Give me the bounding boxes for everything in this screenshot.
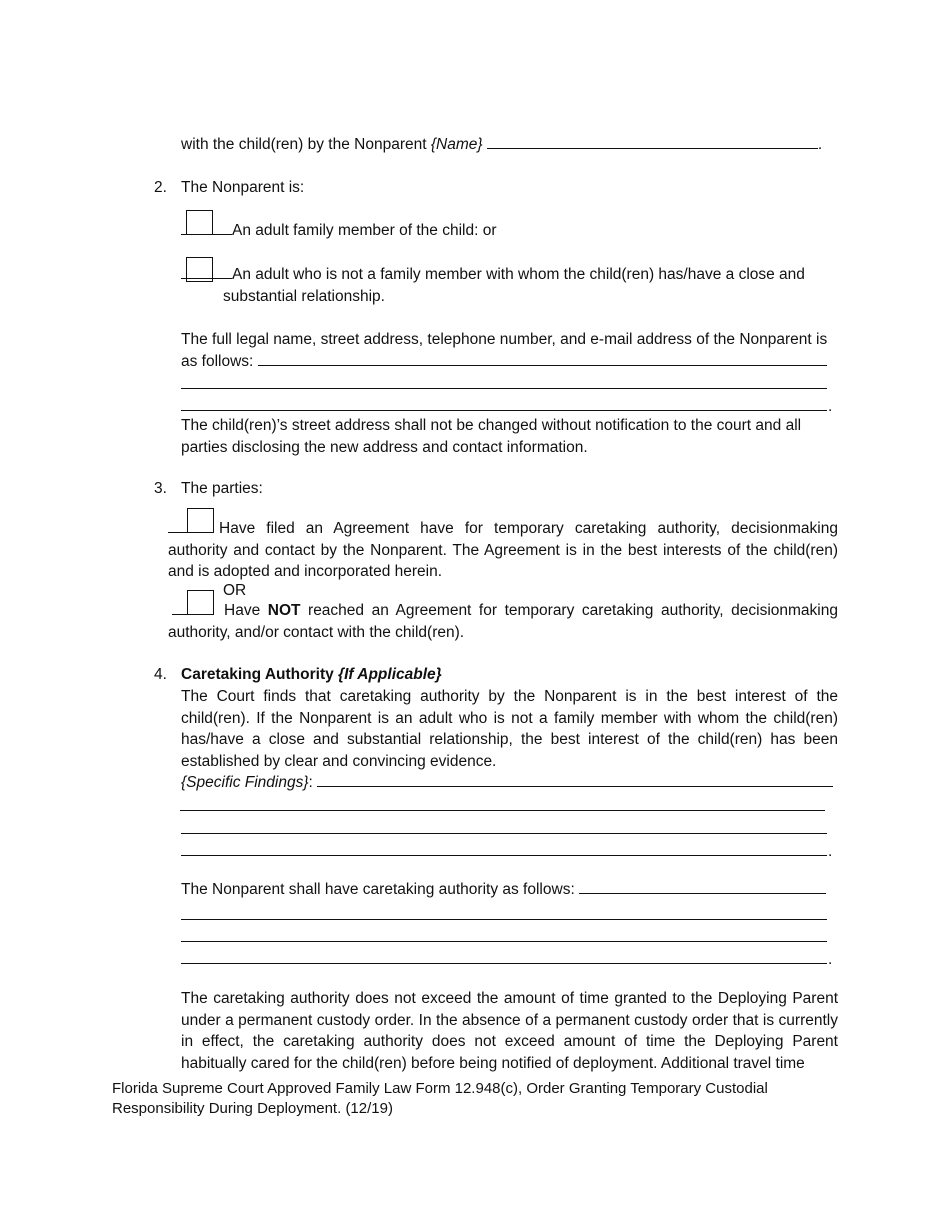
- specific-findings-label: {Specific Findings}: [181, 774, 309, 791]
- specific-findings-blank-2[interactable]: [180, 810, 825, 811]
- legal-name-blank-3[interactable]: [181, 410, 827, 411]
- option-underline: [181, 264, 232, 286]
- section-3-number: 3.: [154, 480, 167, 497]
- nonparent-name-line: [181, 134, 822, 156]
- specific-findings-blank-4[interactable]: [181, 855, 827, 856]
- or-label: OR: [223, 582, 247, 599]
- specific-findings-blank-3[interactable]: [181, 833, 827, 834]
- legal-name-instruction: The full legal name, street address, telephone number, and e-mail address of the Nonparent is: [181, 331, 828, 348]
- adult-family-member-label: An adult family member of the child: or: [232, 222, 497, 239]
- adult-non-family-label-line2: substantial relationship.: [223, 288, 385, 305]
- nonparent-name-blank[interactable]: [487, 134, 818, 149]
- caretaking-as-follows-line: [181, 879, 826, 901]
- caretaking-blank-4[interactable]: [181, 963, 827, 964]
- caretaking-blank[interactable]: [579, 879, 826, 894]
- section-2-number: 2.: [154, 179, 167, 196]
- caretaking-blank-2[interactable]: [181, 919, 827, 920]
- period: .: [828, 398, 833, 415]
- legal-name-blank-2[interactable]: [181, 388, 827, 389]
- findings-text: The Court finds that caretaking authority by the Nonparent is in the best interest of the child(ren). If the Nonparent is an adult who is not a family member with whom the child(ren) has/have a close and substantial relationship, the best interest of the child(ren) has been established by clear and convincing evidence.: [181, 688, 838, 770]
- agreement-filed-label: Have filed an Agreement have for temporary caretaking authority, decisionmaking authority and contact by the Nonparent. The Agreement is in the best interests of the child(ren) and is adopted and incorporated herein.: [168, 520, 838, 580]
- adult-non-family-label-line1: An adult who is not a family member with whom the child(ren) has/have a close and: [232, 266, 805, 283]
- period: .: [828, 951, 833, 968]
- specific-findings-blank[interactable]: [317, 772, 833, 787]
- section-3-heading: The parties:: [181, 480, 263, 497]
- section-4-heading: Caretaking Authority {If Applicable}: [181, 666, 442, 683]
- option-underline: [181, 220, 232, 242]
- name-field-label: {Name}: [430, 136, 483, 153]
- address-notice: The child(ren)’s street address shall not be changed without notification to the court and all parties disclosing the new address and contact information.: [181, 417, 802, 456]
- caretaking-blank-3[interactable]: [181, 941, 827, 942]
- period: .: [828, 843, 833, 860]
- caretaking-as-follows-label: The Nonparent shall have caretaking authority as follows:: [181, 881, 580, 898]
- as-follows-label: as follows:: [181, 353, 258, 370]
- period: .: [817, 136, 823, 153]
- section-4-number: 4.: [154, 666, 167, 683]
- nonparent-name-prefix: with the child(ren) by the Nonparent: [181, 136, 431, 153]
- specific-findings-line: {Specific Findings}:: [181, 772, 833, 794]
- form-footer: Florida Supreme Court Approved Family Law Form 12.948(c), Order Granting Temporary Custodial Responsibility During Deployment. (12/19): [112, 1080, 768, 1117]
- duration-text: The caretaking authority does not exceed the amount of time granted to the Deploying Parent under a permanent custody order. In the absence of a permanent custody order that is currently in effect, the caretaking authority does not exceed amount of time the Deploying Parent habitually cared for the child(ren) before being notified of deployment. Additional travel time: [181, 990, 838, 1072]
- legal-name-line: [181, 351, 827, 373]
- legal-name-blank[interactable]: [258, 351, 827, 366]
- section-2-heading: The Nonparent is:: [181, 179, 305, 196]
- agreement-not-reached-label: Have NOT reached an Agreement for temporary caretaking authority, decisionmaking authority, and/or contact with the child(ren).: [168, 602, 838, 641]
